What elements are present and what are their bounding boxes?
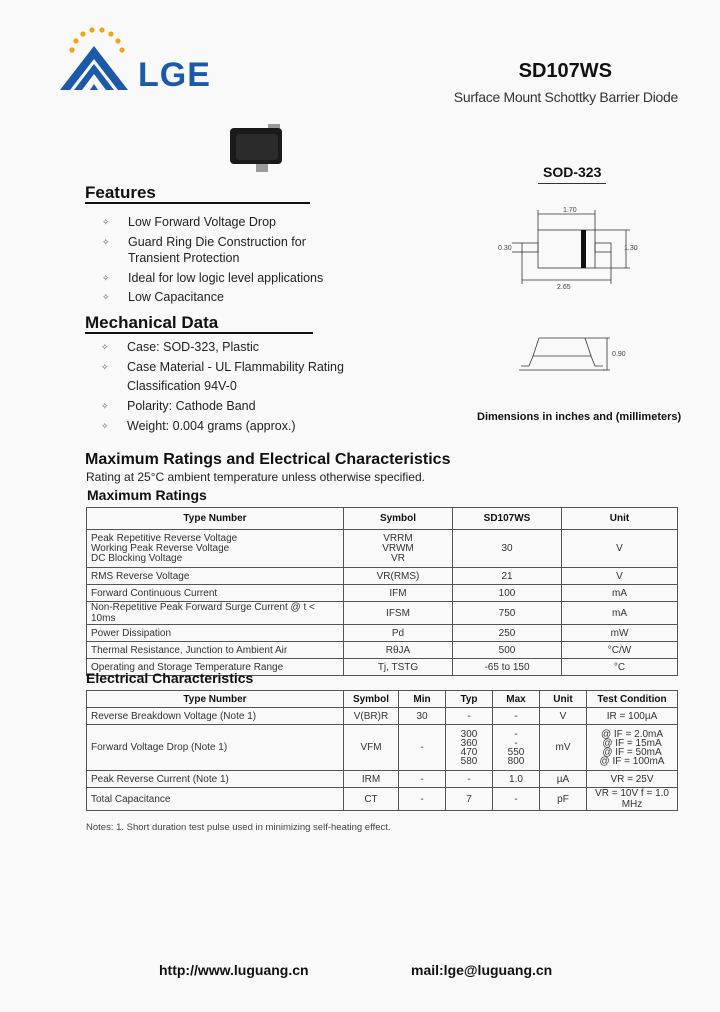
table-row: Forward Continuous Current IFM 100 mA [87,585,678,602]
list-item: ✧ Ideal for low logic level applications [102,271,324,285]
table-row: Thermal Resistance, Junction to Ambient Air RθJA 500 °C/W [87,642,678,659]
notes: Notes: 1. Short duration test pulse used in minimizing self-heating effect. [86,822,391,833]
footer-email-link[interactable]: mail:lge@luguang.cn [411,962,553,978]
package-label-underline [538,183,606,184]
col-type-number: Type Number [87,508,344,530]
table-header-row [87,508,678,530]
mechanical-rule [85,332,313,334]
logo-icon [56,26,136,96]
diamond-icon: ✧ [102,292,110,302]
electrical-table [86,690,678,811]
table-row: Operating and Storage Temperature Range Tj, TSTG -65 to 150 °C [87,659,678,676]
table-row: Peak Reverse Current (Note 1) IRM - - 1.0 µA VR = 25V [87,771,678,788]
features-rule [85,202,310,204]
table-row: Reverse Breakdown Voltage (Note 1) V(BR)R 30 - - V IR = 100µA [87,708,678,725]
list-item: ✧ Polarity: Cathode Band [101,399,256,413]
max-ratings-table [86,507,678,676]
list-item-continued: Classification 94V-0 [127,379,237,393]
table-row: Power Dissipation Pd 250 mW [87,625,678,642]
logo-text: LGE [138,56,211,94]
list-item: ✧ Guard Ring Die Construction for [102,235,306,249]
diamond-icon: ✧ [101,362,109,372]
col-symbol: Symbol [344,508,453,530]
dim-top: 1.70 [563,207,577,214]
table-row: Non-Repetitive Peak Forward Surge Current @ t < 10ms IFSM 750 mA [87,602,678,625]
mechanical-heading: Mechanical Data [85,313,219,332]
table-row: Forward Voltage Drop (Note 1) VFM - 300 360 470 580 - - 550 800 mV @ IF = 2.0mA @ IF = 15mA @ IF = 50mA @ IF = 100mA [87,725,678,771]
diamond-icon: ✧ [101,421,109,431]
diamond-icon: ✧ [102,237,110,247]
diamond-icon: ✧ [102,273,110,283]
list-item: ✧ Low Forward Voltage Drop [102,215,276,229]
package-photo [222,110,302,182]
electrical-heading: Electrical Characteristics [86,670,254,686]
dim-right: 1.30 [624,245,638,252]
table-row: RMS Reverse Voltage VR(RMS) 21 V [87,568,678,585]
ratings-subtext: Rating at 25°C ambient temperature unless otherwise specified. [86,470,425,484]
dim-side: 0.90 [612,351,626,358]
list-item: ✧ Low Capacitance [102,290,224,304]
list-item: ✧ Weight: 0.004 grams (approx.) [101,419,296,433]
diamond-icon: ✧ [102,217,110,227]
dimensions-note: Dimensions in inches and (millimeters) [477,411,682,423]
table-row: Total Capacitance CT - 7 - pF VR = 10V f = 1.0 MHz [87,788,678,811]
diamond-icon: ✧ [101,342,109,352]
dim-left: 0.30 [498,245,512,252]
col-part: SD107WS [453,508,562,530]
list-item: ✧ Case Material - UL Flammability Rating [101,360,344,374]
col-unit: Unit [562,508,678,530]
part-number-title: SD107WS [518,60,612,82]
table-row: Peak Repetitive Reverse Voltage Working Peak Reverse Voltage DC Blocking Voltage VRRM VRWM VR 30 V [87,530,678,568]
dim-bottom: 2.65 [557,284,571,291]
part-description: Surface Mount Schottky Barrier Diode [453,89,678,105]
max-ratings-heading: Maximum Ratings [87,487,207,503]
footer-website-link[interactable]: http://www.luguang.cn [159,962,309,978]
ratings-heading: Maximum Ratings and Electrical Characteristics [85,451,451,468]
package-label: SOD-323 [543,164,602,180]
table-header-row: Type Number Symbol Min Typ Max Unit Test Condition [87,691,678,708]
features-heading: Features [85,183,156,202]
list-item-continued: Transient Protection [128,251,240,265]
list-item: ✧ Case: SOD-323, Plastic [101,340,259,354]
diamond-icon: ✧ [101,401,109,411]
